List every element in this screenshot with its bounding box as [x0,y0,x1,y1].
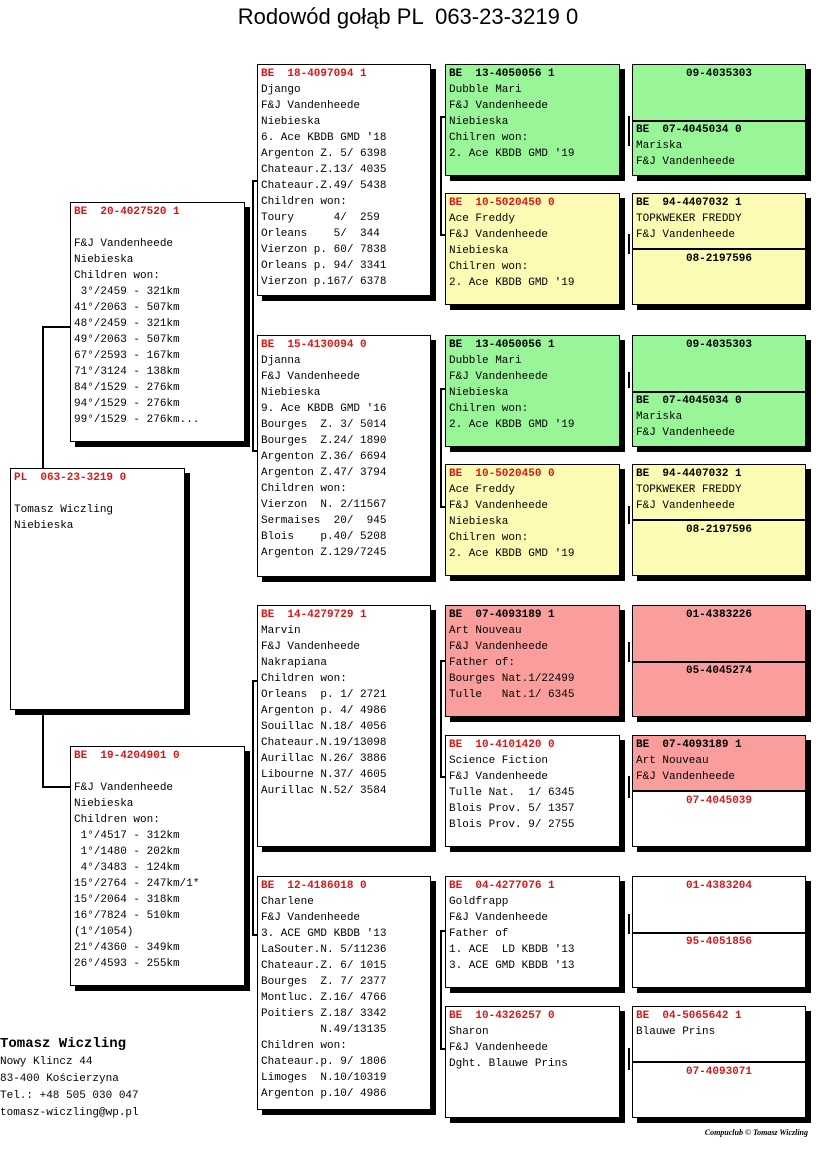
card-line: Tulle Nat. 1/ 6345 [449,787,575,799]
card-line: 84°/1529 - 276km [74,382,180,394]
connector-line [440,660,442,778]
card-line: 71°/3124 - 138km [74,366,180,378]
card-line: Ace Freddy [449,484,516,496]
card-line: Argenton p.10/ 4986 [261,1088,387,1100]
ring-number: BE 04-5065642 1 [636,1010,742,1022]
ggg-pair-card-1[interactable] [632,64,806,176]
card-line: Argenton p. 4/ 4986 [261,705,387,717]
card-line: 2. Ace KBDB GMD '19 [449,148,575,160]
card-line: Dght. Blauwe Prins [449,1058,568,1070]
ring-number: BE 15-4130094 0 [261,339,367,351]
card-line: F&J Vandenheede [449,771,549,783]
ring-number: BE 18-4097094 1 [261,68,367,80]
card-line: Argenton Z.36/ 6694 [261,451,387,463]
pair-top [636,737,742,785]
connector-line [252,680,254,786]
card-line: F&J Vandenheede [261,912,361,924]
connector-line [252,180,254,326]
card-line: 9. Ace KBDB GMD '16 [261,403,387,415]
card-line: 1°/1480 - 202km [74,846,180,858]
card-line: Children won: [74,270,160,282]
card-line: Niebieska [449,116,509,128]
ggg-pair-card-4[interactable] [632,464,806,576]
card-line: Niebieska [449,387,509,399]
ggg-pair-card-2[interactable] [632,193,806,305]
card-line: Charlene [261,896,314,908]
card-lines [449,353,616,433]
card-line: 2. Ace KBDB GMD '19 [449,419,575,431]
ring-number: BE 10-5020450 0 [449,468,555,480]
card-line: Vierzon N. 2/11567 [261,499,387,511]
connector-line [628,1048,630,1070]
card-lines [14,486,181,534]
divider [633,1061,805,1063]
ring-number: BE 04-4277076 1 [449,880,555,892]
connector-line [42,708,44,788]
ring-number: 01-4383204 [685,880,752,892]
card-line: Dubble Mari [449,355,522,367]
ring-number: 08-2197596 [685,253,752,265]
card-line: F&J Vandenheede [261,641,361,653]
connector-line [628,506,630,524]
address-line: 83-400 Kościerzyna [0,1073,119,1085]
subject-pigeon-card[interactable] [10,468,185,710]
divider [633,519,805,521]
dam-sire-card[interactable] [257,605,431,847]
pair-top [636,195,742,243]
card-line: Niebieska [449,245,509,257]
ring-number: BE 10-4101420 0 [449,739,555,751]
card-lines [261,353,427,561]
ring-number: 09-4035303 [685,68,752,80]
ring-number: BE 94-4407032 1 [636,197,742,209]
card-line: Tulle Nat.1/ 6345 [449,689,575,701]
card-line [74,220,241,236]
card-line: Niebieska [261,116,321,128]
card-line: 4°/3483 - 124km [74,862,180,874]
card-line: 15°/2764 - 247km/1* [74,878,200,890]
great-grandparent-card-4[interactable] [445,464,620,576]
card-line: Chateaur.Z.49/ 5438 [261,180,387,192]
card-line: Mariska [636,140,683,152]
card-line: 48°/2459 - 321km [74,318,180,330]
divider [633,790,805,792]
owner-contact [0,1034,139,1122]
card-line: Children won: [261,196,347,208]
dam-dam-card[interactable] [257,876,431,1110]
card-line: 3. ACE GMD KBDB '13 [449,960,575,972]
card-line: 2. Ace KBDB GMD '19 [449,548,575,560]
card-line: 6. Ace KBDB GMD '18 [261,132,387,144]
sire-card[interactable] [70,202,245,442]
card-line: Chateaur.p. 9/ 1806 [261,1056,387,1068]
card-lines [449,894,616,974]
card-lines [74,220,241,428]
ring-number: 01-4383226 [685,609,752,621]
card-line: F&J Vandenheede [74,238,174,250]
card-line: Blois p.40/ 5208 [261,531,387,543]
card-line: LaSouter.N. 5/11236 [261,944,387,956]
ggg-pair-card-7[interactable] [632,876,806,988]
card-lines [636,409,742,441]
card-line: Argenton Z. 5/ 6398 [261,148,387,160]
ggg-pair-card-5[interactable] [632,605,806,717]
owner-name: Tomasz Wiczling [0,1036,127,1052]
divider [633,248,805,250]
connector-line [440,930,442,1050]
card-line: 26°/4593 - 255km [74,958,180,970]
card-line: 41°/2063 - 507km [74,302,180,314]
card-line: Ace Freddy [449,213,516,225]
page-title: Rodowód gołąb PL 063-23-3219 0 [237,4,579,29]
card-line: 3°/2459 - 321km [74,286,180,298]
card-line: Orleans 5/ 344 [261,228,380,240]
card-line: Science Fiction [449,755,549,767]
card-line: Souillac N.18/ 4056 [261,721,387,733]
card-line: Django [261,84,301,96]
card-line: F&J Vandenheede [636,771,736,783]
card-line: Chateaur.Z.13/ 4035 [261,164,387,176]
card-line: Goldfrapp [449,896,509,908]
card-line: Children won: [261,673,347,685]
card-line: TOPKWEKER FREDDY [636,484,742,496]
great-grandparent-card-5[interactable] [445,605,620,717]
connector-line [252,786,254,936]
card-line: Orleans p. 94/ 3341 [261,260,387,272]
card-line: Chilren won: [449,403,529,415]
ring-number: BE 10-4326257 0 [449,1010,555,1022]
ring-number: PL 063-23-3219 0 [14,472,127,484]
card-line: Bourges Z.24/ 1890 [261,435,387,447]
card-lines [261,82,427,290]
card-line: Djanna [261,355,301,367]
connector-line [628,776,630,798]
great-grandparent-card-3[interactable] [445,335,620,447]
ring-number: BE 07-4045034 0 [636,395,742,407]
card-line: Niebieska [449,516,509,528]
connector-line [628,372,630,388]
ring-number: BE 12-4186018 0 [261,880,367,892]
card-line: Vierzon p.167/ 6378 [261,276,387,288]
card-line: Mariska [636,411,683,423]
card-line: TOPKWEKER FREDDY [636,213,742,225]
card-line: 3. ACE GMD KBDB '13 [261,928,387,940]
card-line: Nakrapiana [261,657,328,669]
card-line: F&J Vandenheede [74,782,174,794]
connector-line [42,326,70,328]
card-line: Blois Prov. 5/ 1357 [449,803,575,815]
card-line: Toury 4/ 259 [261,212,380,224]
card-lines [449,1024,616,1072]
ring-number: BE 13-4050056 1 [449,339,555,351]
card-lines [449,482,616,562]
card-line: Bourges Nat.1/22499 [449,673,575,685]
card-line [14,486,181,502]
ggg-pair-card-8[interactable] [632,1006,806,1118]
great-grandparent-card-1[interactable] [445,64,620,176]
card-lines [261,623,427,799]
ring-number: BE 94-4407032 1 [636,468,742,480]
ring-number: 08-2197596 [685,524,752,536]
card-line: Niebieska [74,254,134,266]
card-line: F&J Vandenheede [636,229,736,241]
card-line: Blois Prov. 9/ 2755 [449,819,575,831]
card-lines [636,482,742,514]
connector-line [252,324,254,452]
card-line [74,764,241,780]
card-line: Libourne N.37/ 4605 [261,769,387,781]
card-line: F&J Vandenheede [449,500,549,512]
ring-number: BE 07-4045034 0 [636,124,742,136]
great-grandparent-card-8[interactable] [445,1006,620,1118]
great-grandparent-card-6[interactable] [445,735,620,847]
card-line: 67°/2593 - 167km [74,350,180,362]
connector-line [628,914,630,934]
card-lines [449,623,616,703]
ring-number: BE 13-4050056 1 [449,68,555,80]
connector-line [628,116,630,146]
card-line: Children won: [74,814,160,826]
card-line: F&J Vandenheede [449,100,549,112]
address-line: Nowy Klincz 44 [0,1056,93,1068]
card-line: Father of: [449,657,516,669]
pair-top [636,466,742,514]
card-line: 99°/1529 - 276km... [74,414,200,426]
sire-dam-card[interactable] [257,335,431,577]
ring-number: BE 07-4093189 1 [636,739,742,751]
card-line: 94°/1529 - 276km [74,398,180,410]
card-line: Sermaises 20/ 945 [261,515,387,527]
card-line: Father of [449,928,509,940]
ring-number: 07-4093071 [685,1066,752,1078]
card-line: Aurillac N.26/ 3886 [261,753,387,765]
card-line: F&J Vandenheede [636,427,736,439]
card-line: Children won: [261,1040,347,1052]
card-line: 21°/4360 - 349km [74,942,180,954]
ring-number: BE 19-4204901 0 [74,750,180,762]
card-lines [449,82,616,162]
card-lines [636,138,742,170]
card-line: Aurillac N.52/ 3584 [261,785,387,797]
card-line: Children won: [261,483,347,495]
card-line: Niebieska [14,520,74,532]
card-line: 2. Ace KBDB GMD '19 [449,277,575,289]
card-line: Vierzon p. 60/ 7838 [261,244,387,256]
card-lines [449,753,616,833]
card-line: F&J Vandenheede [261,100,361,112]
card-line: Montluc. Z.16/ 4766 [261,992,387,1004]
card-line: 1. ACE LD KBDB '13 [449,944,575,956]
connector-line [628,234,630,254]
phone: Tel.: +48 505 030 047 [0,1090,139,1102]
card-line: Niebieska [261,387,321,399]
ggg-pair-card-3[interactable] [632,335,806,447]
card-line: Marvin [261,625,301,637]
card-lines [449,211,616,291]
card-line: Tomasz Wiczling [14,504,114,516]
ring-number: 95-4051856 [685,936,752,948]
card-line: Argenton Z.47/ 3794 [261,467,387,479]
card-line: F&J Vandenheede [636,500,736,512]
pair-bottom [636,393,742,441]
great-grandparent-card-7[interactable] [445,876,620,988]
card-line: Niebieska [74,798,134,810]
card-line: Limoges N.10/10319 [261,1072,387,1084]
card-line: Sharon [449,1026,489,1038]
card-lines [636,211,742,243]
card-line: Orleans p. 1/ 2721 [261,689,387,701]
ring-number: BE 14-4279729 1 [261,609,367,621]
card-line: 49°/2063 - 507km [74,334,180,346]
card-line: F&J Vandenheede [261,371,361,383]
card-line: 1°/4517 - 312km [74,830,180,842]
card-lines [636,1024,742,1040]
connector-line [628,642,630,662]
card-line: F&J Vandenheede [449,1042,549,1054]
dam-card[interactable] [70,746,245,986]
connector-line [42,786,70,788]
pair-bottom [636,122,742,170]
card-lines [74,764,241,972]
card-line: F&J Vandenheede [449,229,549,241]
card-line: F&J Vandenheede [449,641,549,653]
credit: Compuclub © Tomasz Wiczling [704,1128,808,1137]
card-line: Blauwe Prins [636,1026,716,1038]
email[interactable]: tomasz-wiczling@wp.pl [0,1107,139,1119]
ring-number: BE 07-4093189 1 [449,609,555,621]
card-line: Bourges Z. 3/ 5014 [261,419,387,431]
card-line: Chateaur.N.19/13098 [261,737,387,749]
ggg-pair-card-6[interactable] [632,735,806,847]
sire-sire-card[interactable] [257,64,431,296]
ring-number: 09-4035303 [685,339,752,351]
card-line: 16°/7824 - 510km [74,910,180,922]
card-line: Chilren won: [449,132,529,144]
card-line: Bourges Z. 7/ 2377 [261,976,387,988]
card-line: Art Nouveau [636,755,709,767]
card-line: F&J Vandenheede [636,156,736,168]
great-grandparent-card-2[interactable] [445,193,620,305]
connector-line [42,326,44,469]
card-line: Chilren won: [449,532,529,544]
card-line: N.49/13135 [261,1024,387,1036]
ring-number: BE 20-4027520 1 [74,206,180,218]
card-line: Chateaur.Z. 6/ 1015 [261,960,387,972]
pair-top [636,1008,742,1040]
ring-number: 07-4045039 [685,795,752,807]
card-line: Argenton Z.129/7245 [261,547,387,559]
card-line: 15°/2064 - 318km [74,894,180,906]
card-line: Dubble Mari [449,84,522,96]
card-lines [261,894,427,1102]
card-line: Chilren won: [449,261,529,273]
ring-number: 05-4045274 [685,665,752,677]
card-line: F&J Vandenheede [449,371,549,383]
card-line: Poitiers Z.18/ 3342 [261,1008,387,1020]
card-line: Art Nouveau [449,625,522,637]
card-line: (1°/1054) [74,926,134,938]
connector-line [440,388,442,508]
card-lines [636,753,742,785]
ring-number: BE 10-5020450 0 [449,197,555,209]
connector-line [440,116,442,236]
card-line: F&J Vandenheede [449,912,549,924]
